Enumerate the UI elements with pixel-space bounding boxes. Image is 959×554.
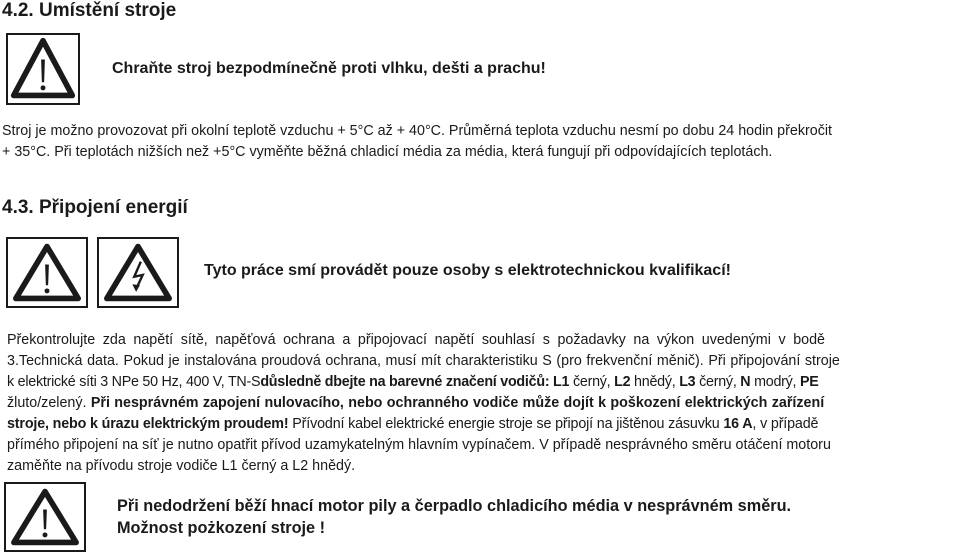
electrical-hazard-icon [99, 239, 177, 306]
paragraph-emphasis: L2 [614, 374, 631, 390]
paragraph-emphasis: důsledně dbejte na barevné značení vodičů: L1 [260, 374, 570, 390]
paragraph-text: , v případě [752, 416, 819, 432]
paragraph-text: modrý, [750, 374, 800, 390]
operating-temperature-paragraph [2, 121, 954, 163]
paragraph-line: + 35°C. Při teplotách nižších než +5°C vyměňte běžná chladicí média za média, která fungují při odpovídajících teplotách. [2, 144, 773, 160]
paragraph-emphasis: stroje, nebo k úrazu elektrickým proudem! [7, 416, 289, 432]
paragraph-line [7, 414, 954, 435]
paragraph-line: zaměňte na přívodu stroje vodiče L1 černý a L2 hnědý. [7, 458, 356, 474]
warning-sign-box [6, 237, 88, 308]
paragraph-emphasis: 16 A [723, 416, 753, 432]
paragraph-emphasis: N [740, 374, 751, 390]
warning-triangle-icon [6, 484, 84, 550]
paragraph-emphasis: L3 [679, 374, 696, 390]
section-heading-4-2: 4.2. Umístění stroje [2, 0, 177, 21]
paragraph-text: k elektrické síti 3 NPe 50 Hz, 400 V, TN-S [7, 374, 261, 390]
power-connection-paragraph [7, 330, 954, 477]
warning-triangle-icon [8, 239, 86, 306]
warning-line: Při nedodržení běží hnací motor pily a čerpadlo chladicího média v nesprávném směru. [117, 497, 792, 515]
paragraph-text: černý, [695, 374, 741, 390]
paragraph-line: přímého připojení na síť je nutno opatřit přívod uzamykatelným hlavním vypínačem. V případě nesprávného směru otáčení motoru [7, 437, 831, 453]
paragraph-line: Překontrolujte zda napětí sítě, napěťová ochrana a připojovací napětí souhlasí s požadavky na výkon uvedenými v bodě [7, 332, 825, 348]
warning-triangle-icon [8, 35, 78, 103]
paragraph-line: Stroj je možno provozovat při okolní teplotě vzduchu + 5°C až + 40°C. Průměrná teplota vzduchu nesmí po dobu 24 hodin překročit [2, 123, 833, 139]
paragraph-text: Přívodní kabel elektrické energie stroje se připojí na jištěnou zásuvku [288, 416, 724, 432]
electrical-hazard-sign-box [97, 237, 179, 308]
motor-direction-warning [117, 495, 791, 539]
paragraph-emphasis: Při nesprávném zapojení nulovacího, nebo ochranného vodiče může dojít k poškození elektrických zařízení [90, 395, 825, 411]
paragraph-line: 3.Technická data. Pokud je instalována proudová ochrana, musí mít charakteristiku S (pro frekvenční měnič). Při připojování stroje [7, 353, 840, 369]
warning-sign-box [6, 33, 80, 105]
qualification-warning-text: Tyto práce smí provádět pouze osoby s elektrotechnickou kvalifikací! [204, 262, 731, 279]
paragraph-emphasis: PE [800, 374, 819, 390]
warning-sign-box [4, 482, 86, 552]
paragraph-text: žluto/zelený. [7, 395, 91, 411]
section-heading-4-3: 4.3. Připojení energií [2, 197, 188, 218]
warning-line: Možnost pożkození stroje ! [117, 519, 326, 537]
paragraph-text: černý, [569, 374, 615, 390]
paragraph-line [7, 372, 954, 393]
paragraph-line [7, 393, 954, 414]
moisture-warning-text: Chraňte stroj bezpodmínečně proti vlhku, dešti a prachu! [112, 60, 546, 77]
paragraph-text: hnědý, [630, 374, 680, 390]
